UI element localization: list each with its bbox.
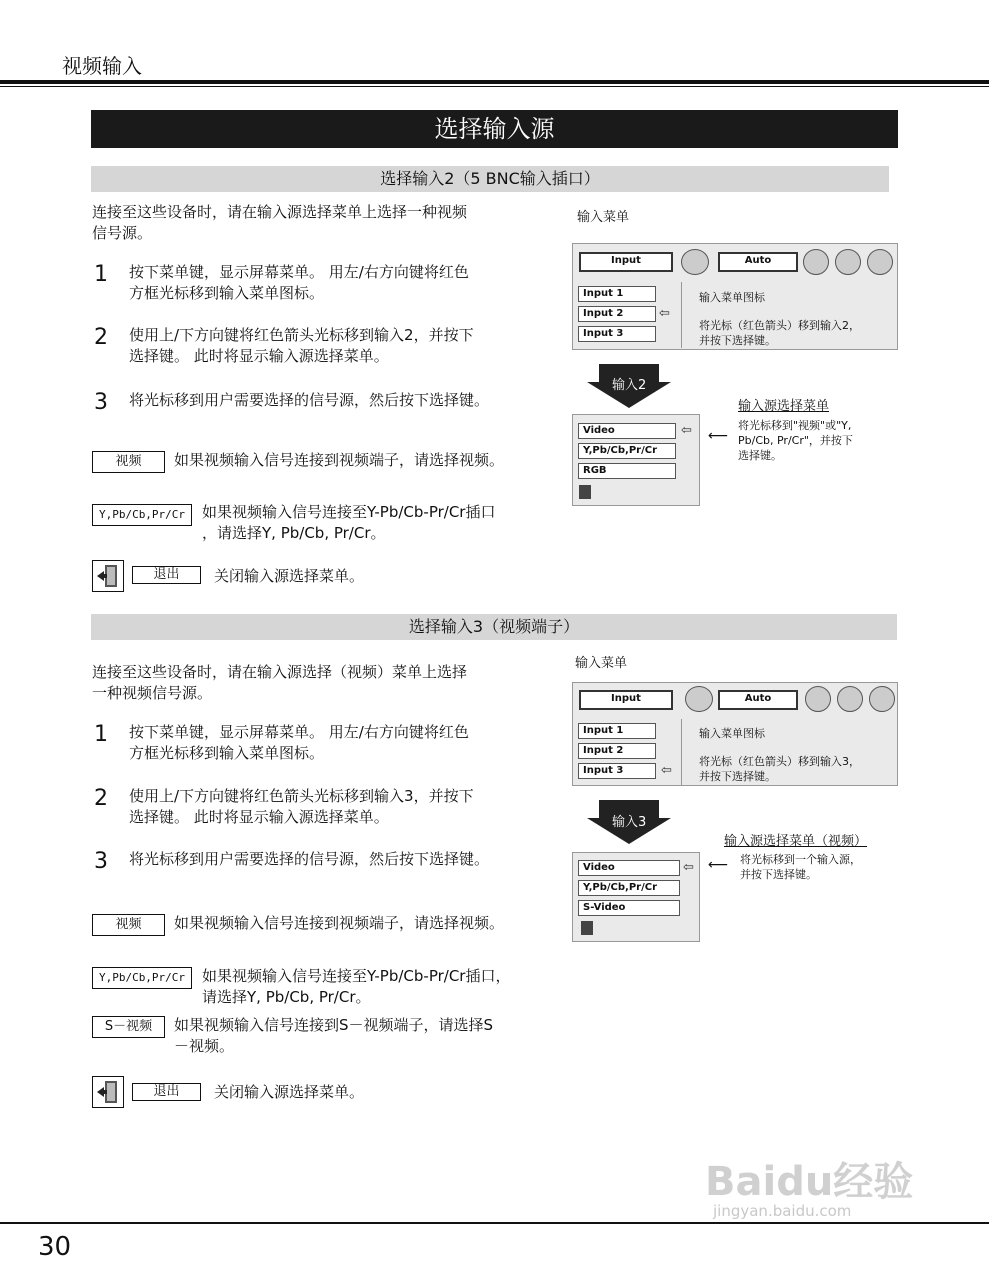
source-item: S-Video xyxy=(578,900,680,916)
menu-icon xyxy=(869,686,895,712)
icon-note: 输入菜单图标 xyxy=(699,727,765,740)
tab-auto: Auto xyxy=(718,690,798,710)
source-item: RGB xyxy=(578,463,676,479)
menu-label: 输入菜单 xyxy=(577,210,630,225)
pointer-arrow-icon: ⟵ xyxy=(708,428,729,444)
pointer-arrow-icon: ⟵ xyxy=(708,857,729,873)
menu-item: Input 1 xyxy=(578,723,656,739)
watermark-brand: Baidu经验 xyxy=(705,1159,914,1205)
exit-door-icon xyxy=(579,485,591,499)
exit-door-icon xyxy=(92,1076,124,1108)
chapter-title: 视频输入 xyxy=(62,54,142,78)
option-desc: 如果视频输入信号连接至Y-Pb/Cb-Pr/Cr插口， 请选择Y, Pb/Cb, Pr/Cr。 xyxy=(202,967,511,1006)
page-number: 30 xyxy=(38,1232,72,1262)
source-item: Y,Pb/Cb,Pr/Cr xyxy=(578,880,680,896)
arrow-label: 输入2 xyxy=(612,378,647,393)
step-number: 3 xyxy=(94,849,108,874)
input-menu-icon xyxy=(681,249,709,275)
key-exit: 退出 xyxy=(132,566,201,584)
step-number: 2 xyxy=(94,325,108,350)
cursor-note: 将光标（红色箭头）移到输入2， 并按下选择键。 xyxy=(699,319,860,347)
tab-auto: Auto xyxy=(718,252,798,272)
step-number: 1 xyxy=(94,722,108,747)
tab-input: Input xyxy=(579,252,673,272)
step-text: 将光标移到用户需要选择的信号源，然后按下选择键。 xyxy=(129,391,490,409)
source-menu-title: 输入源选择菜单 xyxy=(738,399,830,414)
source-note: 将光标移到一个输入源， 并按下选择键。 xyxy=(740,853,861,881)
step-number: 2 xyxy=(94,786,108,811)
menu-item: Input 1 xyxy=(578,286,656,302)
step-text: 使用上/下方向键将红色箭头光标移到输入2，并按下 选择键。 此时将显示输入源选择菜单。 xyxy=(129,326,474,365)
exit-desc: 关闭输入源选择菜单。 xyxy=(214,1083,365,1101)
source-item: Video xyxy=(578,860,680,876)
key-ypbpr: Y,Pb/Cb,Pr/Cr xyxy=(92,967,192,989)
menu-icon xyxy=(837,686,863,712)
header-rule xyxy=(0,80,989,84)
cursor-arrow-icon: ⇦ xyxy=(661,763,672,778)
arrow-label: 输入3 xyxy=(612,815,647,830)
step-text: 将光标移到用户需要选择的信号源，然后按下选择键。 xyxy=(129,850,490,868)
step-text: 使用上/下方向键将红色箭头光标移到输入3，并按下 选择键。 此时将显示输入源选择菜单。 xyxy=(129,787,474,826)
cursor-arrow-icon: ⇦ xyxy=(683,860,694,875)
option-desc: 如果视频输入信号连接到视频端子，请选择视频。 xyxy=(174,914,505,932)
option-desc: 如果视频输入信号连接到S－视频端子，请选择S －视频。 xyxy=(174,1016,494,1055)
source-menu-mock xyxy=(572,852,700,942)
source-item: Y,Pb/Cb,Pr/Cr xyxy=(578,443,676,459)
icon-note: 输入菜单图标 xyxy=(699,291,765,304)
tab-input: Input xyxy=(579,690,673,710)
option-desc: 如果视频输入信号连接到视频端子，请选择视频。 xyxy=(174,451,505,469)
menu-item: Input 3 xyxy=(578,326,656,342)
source-menu-title: 输入源选择菜单（视频） xyxy=(724,834,868,849)
menu-icon xyxy=(803,249,829,275)
key-exit: 退出 xyxy=(132,1083,201,1101)
step-number: 1 xyxy=(94,262,108,287)
key-ypbpr: Y,Pb/Cb,Pr/Cr xyxy=(92,504,192,526)
option-desc: 如果视频输入信号连接至Y-Pb/Cb-Pr/Cr插口 ，请选择Y, Pb/Cb, Pr/Cr。 xyxy=(202,503,496,542)
cursor-arrow-icon: ⇦ xyxy=(681,423,692,438)
source-note: 将光标移到"视频"或"Y, Pb/Cb, Pr/Cr"，并按下 选择键。 xyxy=(738,419,853,462)
footer-rule xyxy=(0,1222,989,1224)
menu-icon xyxy=(805,686,831,712)
key-video: 视频 xyxy=(92,451,165,473)
menu-item: Input 2 xyxy=(578,306,656,322)
exit-door-icon xyxy=(92,560,124,592)
section1-intro: 连接至这些设备时，请在输入源选择菜单上选择一种视频 信号源。 xyxy=(92,203,468,242)
section2-title: 选择输入3（视频端子） xyxy=(91,614,897,640)
step-text: 按下菜单键，显示屏幕菜单。 用左/右方向键将红色 方框光标移到输入菜单图标。 xyxy=(129,723,469,762)
step-text: 按下菜单键，显示屏幕菜单。 用左/右方向键将红色 方框光标移到输入菜单图标。 xyxy=(129,263,469,302)
cursor-note: 将光标（红色箭头）移到输入3， 并按下选择键。 xyxy=(699,755,860,783)
cursor-arrow-icon: ⇦ xyxy=(659,306,670,321)
source-item: Video xyxy=(578,423,676,439)
key-video: 视频 xyxy=(92,914,165,936)
menu-label: 输入菜单 xyxy=(575,656,628,671)
watermark-url: jingyan.baidu.com xyxy=(713,1202,852,1220)
step-number: 3 xyxy=(94,390,108,415)
input-menu-icon xyxy=(685,686,713,712)
exit-door-icon xyxy=(581,921,593,935)
section2-intro: 连接至这些设备时，请在输入源选择（视频）菜单上选择 一种视频信号源。 xyxy=(92,663,468,702)
exit-desc: 关闭输入源选择菜单。 xyxy=(214,567,365,585)
header-rule-thin xyxy=(0,86,989,87)
menu-icon xyxy=(835,249,861,275)
page-title: 选择输入源 xyxy=(91,110,898,148)
section1-title: 选择输入2（5 BNC输入插口） xyxy=(91,166,889,192)
key-svideo: S－视频 xyxy=(92,1016,165,1038)
menu-item: Input 3 xyxy=(578,763,656,779)
menu-icon xyxy=(867,249,893,275)
menu-item: Input 2 xyxy=(578,743,656,759)
source-menu-mock xyxy=(572,414,700,506)
